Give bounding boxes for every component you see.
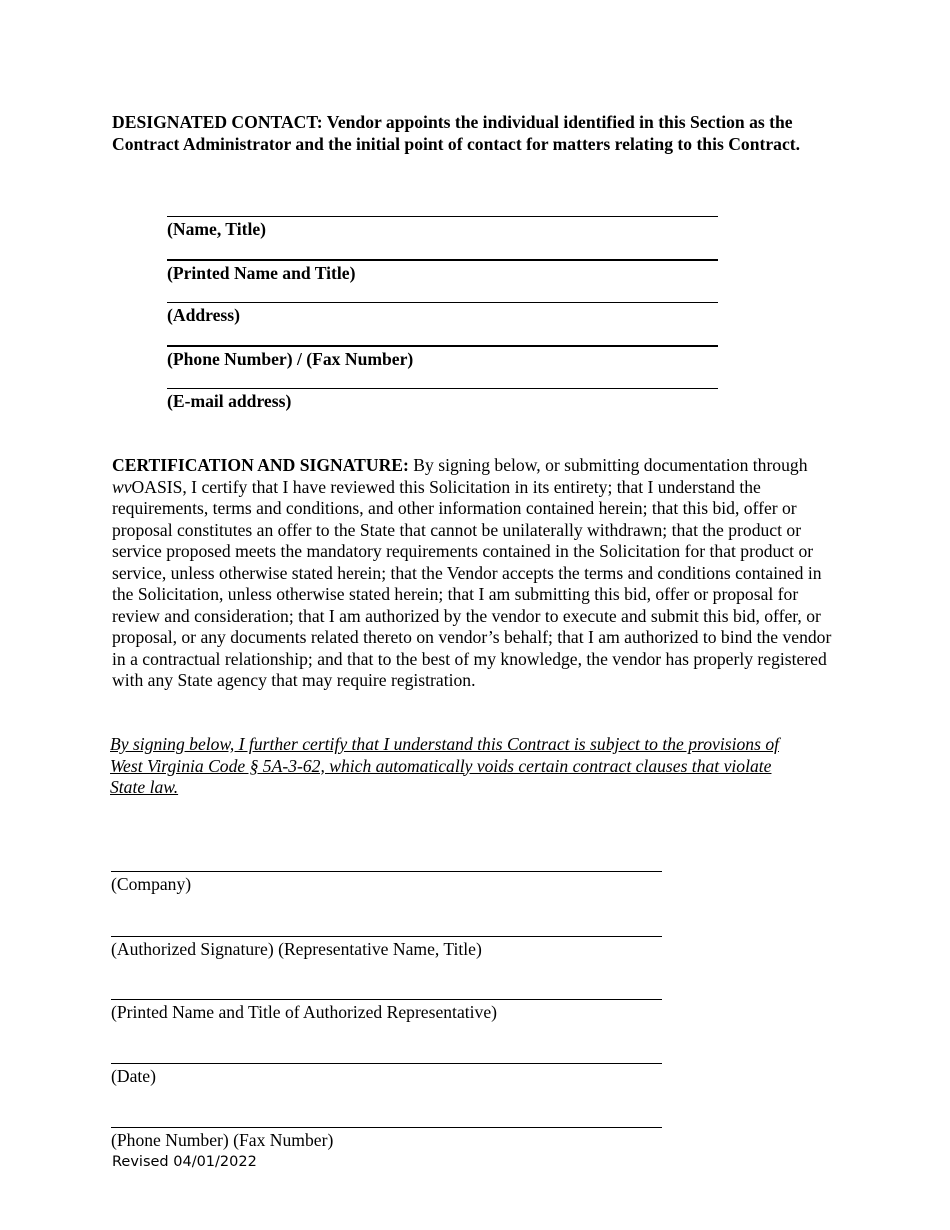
field-label: (Company) [111,874,192,894]
field-label: (Phone Number) (Fax Number) [111,1130,334,1150]
signature-line [111,1127,662,1128]
signature-line [111,936,662,937]
signature-line [111,1063,662,1064]
field-label: (Name, Title) [167,219,267,239]
company-field[interactable] [111,871,662,895]
field-label: (E-mail address) [167,391,292,411]
certification-paragraph [112,455,842,692]
contact-email-field[interactable] [167,388,718,412]
authorized-signature-field[interactable] [111,936,662,960]
certification-text-part2: OASIS, I certify that I have reviewed this Solicitation in its entirety; that I understand the requirements, terms and conditions, and other information contained herein; that this bid, offer or proposal constitutes an offer to the State that cannot be unilaterally withdrawn; that the product or service proposed meets the mandatory requirements contained in the Solicitation for that product or service, unless otherwise stated herein; that the Vendor accepts the terms and conditions contained in the Solicitation, unless otherwise stated herein; that I am submitting this bid, offer or proposal for review and consideration; that I am authorized by the vendor to execute and submit this bid, offer, or proposal, or any documents related thereto on vendor’s behalf; that I am authorized to bind the vendor in a contractual relationship; and that to the best of my knowledge, the vendor has properly registered with any State agency that may require registration. [112,476,832,690]
contact-name-title-field[interactable] [167,216,718,240]
certification-text-part1: By signing below, or submitting documentation through [408,455,808,475]
revision-footer: Revised 04/01/2022 [112,1154,257,1170]
contact-printed-name-field[interactable] [167,259,718,284]
contact-phone-fax-field[interactable] [167,345,718,370]
certification-heading: CERTIFICATION AND SIGNATURE: [112,455,409,475]
designated-contact-heading: DESIGNATED CONTACT: Vendor appoints the individual identified in this Section as the Contract Administrator and the initial point of contact for matters relating to this Contract. [112,112,801,154]
signature-line [167,388,718,389]
signature-line [167,216,718,217]
field-label: (Printed Name and Title) [167,263,356,283]
signature-line [167,259,718,261]
field-label: (Phone Number) / (Fax Number) [167,349,414,369]
further-certify-statement: By signing below, I further certify that I understand this Contract is subject to the provisions of West Virginia Code § 5A-3-62, which automatically voids certain contract clauses that violate State law. [110,734,779,797]
phone-fax-field[interactable] [111,1127,662,1151]
contact-address-field[interactable] [167,302,718,326]
signature-line [167,302,718,303]
field-label: (Date) [111,1066,156,1086]
printed-name-field[interactable] [111,999,662,1023]
signature-line [167,345,718,347]
signature-line [111,999,662,1000]
date-field[interactable] [111,1063,662,1087]
field-label: (Printed Name and Title of Authorized Representative) [111,1002,497,1022]
wv-prefix: wv [112,476,132,497]
signature-line [111,871,662,872]
field-label: (Address) [167,305,240,325]
field-label: (Authorized Signature) (Representative Name, Title) [111,939,482,959]
